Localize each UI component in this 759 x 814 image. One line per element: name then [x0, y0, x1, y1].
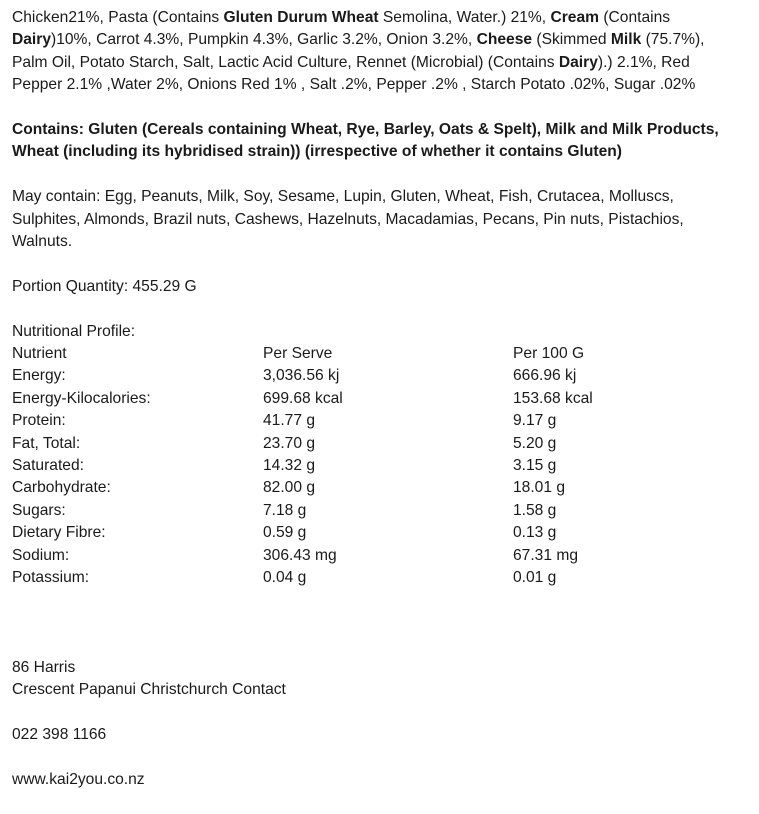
portion-quantity: Portion Quantity: 455.29 G [12, 277, 197, 295]
nutrition-row [12, 365, 757, 387]
allergen-highlight: Dairy [12, 31, 52, 49]
nutrition-row [12, 567, 757, 589]
per-100g-value: 3.15 g [513, 456, 557, 474]
spacer [12, 701, 757, 723]
header-per-serve: Per Serve [263, 345, 333, 363]
nutrition-row [12, 455, 757, 477]
per-100g-value: 5.20 g [513, 434, 557, 452]
nutrient-name: Potassium: [12, 568, 90, 586]
ingredients-line [12, 29, 757, 51]
spacer [12, 253, 757, 275]
spacer [12, 612, 757, 634]
address-line: 86 Harris [12, 658, 76, 676]
header-per-100g: Per 100 G [513, 345, 585, 363]
ingredient-text: Chicken21%, Pasta (Contains [12, 9, 224, 26]
nutrition-row [12, 477, 757, 499]
contact-block [12, 657, 757, 791]
per-100g-value: 1.58 g [513, 501, 557, 519]
per-100g-value: 666.96 kj [513, 367, 577, 385]
ingredient-text: (Skimmed [532, 31, 611, 49]
nutrient-name: Saturated: [12, 456, 84, 474]
per-100g-value: 67.31 mg [513, 546, 579, 564]
nutrient-name: Fat, Total: [12, 434, 81, 452]
nutrient-name: Protein: [12, 412, 66, 430]
spacer [12, 164, 757, 186]
ingredients-line [12, 74, 757, 96]
per-serve-value: 14.32 g [263, 456, 316, 474]
ingredient-text: ).) 2.1%, Red [597, 53, 690, 71]
may-contain-line: Sulphites, Almonds, Brazil nuts, Cashews, Hazelnuts, Macadamias, Pecans, Pin nuts, Pistachios, [12, 210, 684, 228]
ingredient-text: Pepper 2.1% ,Water 2%, Onions Red 1% , Salt .2%, Pepper .2% , Starch Potato .02%, Sugar .02% [12, 76, 696, 94]
allergen-highlight: Gluten Durum Wheat [223, 9, 379, 26]
ingredients-line [12, 52, 757, 74]
ingredients-line [12, 7, 757, 29]
ingredient-text: Palm Oil, Potato Starch, Salt, Lactic Acid Culture, Rennet (Microbial) (Contains [12, 53, 559, 71]
allergen-highlight: Milk [610, 31, 642, 49]
spacer [12, 589, 757, 611]
per-serve-value: 7.18 g [263, 501, 307, 519]
website-text: www.kai2you.co.nz [12, 770, 145, 788]
per-serve-value: 306.43 mg [263, 546, 337, 564]
contains-line [12, 141, 757, 163]
ingredient-text: )10%, Carrot 4.3%, Pumpkin 4.3%, Garlic 3.2%, Onion 3.2%, [51, 31, 477, 49]
nutrition-title: Nutritional Profile: [12, 322, 136, 340]
ingredient-text: (Contains [599, 9, 671, 26]
allergen-highlight: Cream [550, 9, 600, 26]
ingredient-text: Semolina, Water.) 21%, [378, 9, 551, 26]
nutrient-name: Energy-Kilocalories: [12, 389, 151, 407]
may-contain-line: Walnuts. [12, 233, 73, 251]
nutrient-name: Carbohydrate: [12, 479, 111, 497]
spacer [12, 634, 757, 656]
phone-number: 022 398 1166 [12, 725, 107, 743]
nutrition-row [12, 522, 757, 544]
per-serve-value: 0.59 g [263, 524, 307, 542]
per-100g-value: 18.01 g [513, 479, 566, 497]
nutrition-row [12, 410, 757, 432]
per-100g-value: 153.68 kcal [513, 389, 593, 407]
may-contain-line: May contain: Egg, Peanuts, Milk, Soy, Sesame, Lupin, Gluten, Wheat, Fish, Crutacea, Molluscs, [12, 188, 674, 206]
per-100g-value: 9.17 g [513, 412, 557, 430]
nutrition-row [12, 500, 757, 522]
per-serve-value: 41.77 g [263, 412, 316, 430]
spacer [12, 97, 757, 119]
nutrient-name: Sugars: [12, 501, 66, 519]
may-contain-statement [12, 186, 757, 253]
allergen-highlight: Dairy [558, 53, 598, 71]
per-100g-value: 0.01 g [513, 568, 557, 586]
spacer [12, 298, 757, 320]
nutrition-header-row [12, 343, 757, 365]
nutrient-name: Sodium: [12, 546, 70, 564]
address-line: Crescent Papanui Christchurch Contact [12, 680, 286, 698]
ingredients-list [12, 7, 757, 97]
label-document [12, 7, 757, 791]
per-100g-value: 0.13 g [513, 524, 557, 542]
per-serve-value: 82.00 g [263, 479, 316, 497]
contains-line [12, 119, 757, 141]
ingredient-text: (75.7%), [641, 31, 705, 49]
per-serve-value: 23.70 g [263, 434, 316, 452]
per-serve-value: 3,036.56 kj [263, 367, 340, 385]
contains-text: Contains: Gluten (Cereals containing Wheat, Rye, Barley, Oats & Spelt), Milk and Milk Products, [12, 121, 719, 139]
contains-statement [12, 119, 757, 164]
header-nutrient: Nutrient [12, 345, 67, 363]
nutrition-table [12, 321, 757, 590]
nutrient-name: Dietary Fibre: [12, 524, 106, 542]
nutrition-row [12, 433, 757, 455]
nutrient-name: Energy: [12, 367, 66, 385]
contains-text: Wheat (including its hybridised strain)) (irrespective of whether it contains Gluten) [12, 143, 622, 161]
per-serve-value: 699.68 kcal [263, 389, 343, 407]
per-serve-value: 0.04 g [263, 568, 307, 586]
nutrition-row [12, 388, 757, 410]
nutrition-row [12, 545, 757, 567]
allergen-highlight: Cheese [476, 31, 533, 49]
spacer [12, 746, 757, 768]
